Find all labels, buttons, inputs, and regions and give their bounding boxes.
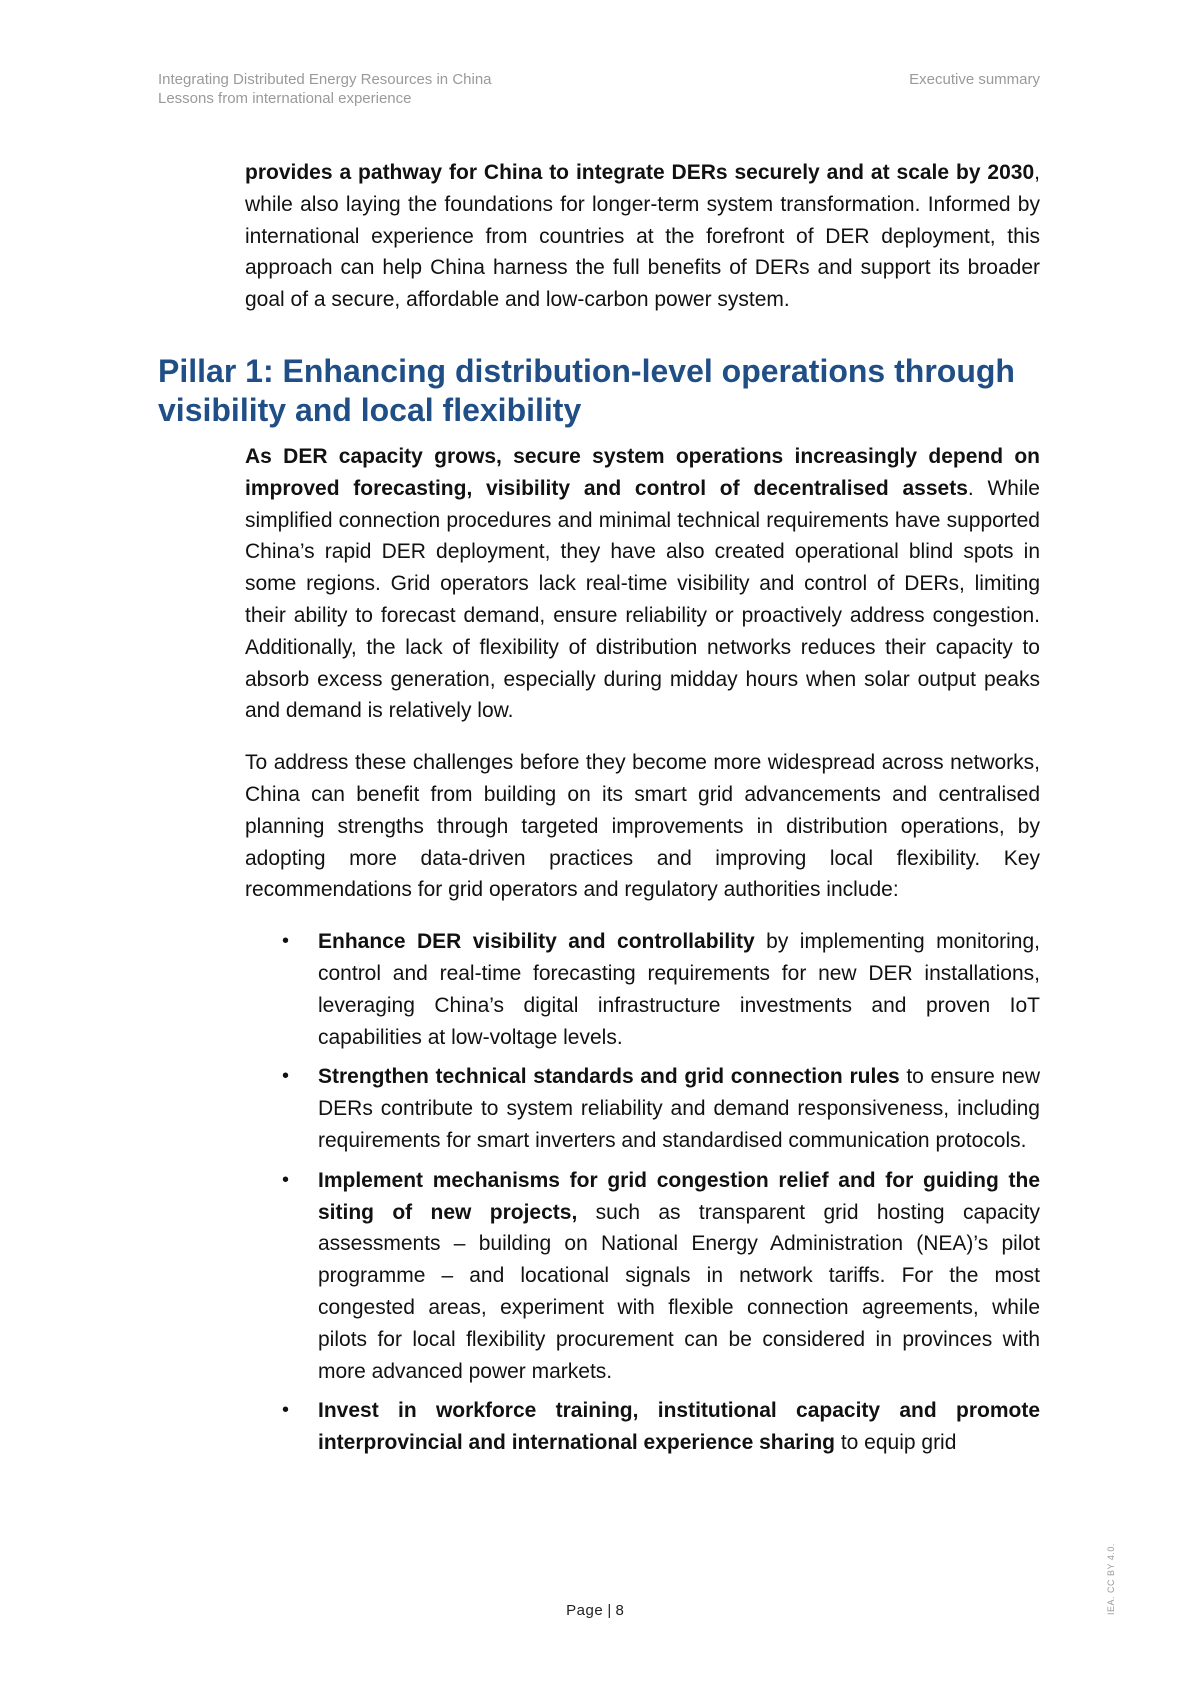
document-title-line2: Lessons from international experience (158, 90, 412, 107)
list-item (245, 1395, 1040, 1459)
recommendation-bold: Invest in workforce training, institutional capacity and promote interprovincial and international experience sharing (318, 1399, 1040, 1455)
page-separator: | (607, 1602, 612, 1619)
page-label: Page (566, 1602, 604, 1619)
recommendation-bold: Implement mechanisms for grid congestion relief and for guiding the siting of new projects, (318, 1168, 1040, 1224)
recommendation-bold: Strengthen technical standards and grid connection rules (318, 1065, 900, 1089)
pillar-paragraph-1-bold: As DER capacity grows, secure system operations increasingly depend on improved forecasting, visibility and control of decentralised assets (245, 445, 1040, 500)
page-number: 8 (615, 1602, 624, 1619)
recommendations-list (245, 926, 1040, 1459)
intro-bold-text: provides a pathway for China to integrate DERs securely and at scale by 2030 (245, 161, 1035, 184)
intro-paragraph (245, 157, 1040, 316)
license-note: IEA. CC BY 4.0. (1106, 1543, 1116, 1615)
bullet-icon: • (282, 1168, 290, 1191)
pillar-paragraph-1-text: . While simplified connection procedures and minimal technical requirements have supported China’s rapid DER deployment, they have also created operational blind spots in some regions. Grid operators lack real-time visibility and control of DERs, limiting their ability to forecast demand, ensure reliability or proactively address congestion. Additionally, the lack of flexibility of distribution networks reduces their capacity to absorb excess generation, especially during midday hours when solar output peaks and demand is relatively low. (245, 476, 1040, 723)
recommendation-text: to equip grid (834, 1431, 957, 1455)
pillar-body (245, 441, 1040, 1467)
document-title-line1: Integrating Distributed Energy Resources in China (158, 71, 492, 88)
list-item (245, 1061, 1040, 1156)
recommendation-text: such as transparent grid hosting capacity assessments – building on National Energy Administration (NEA)’s pilot programme – and locational signals in network tariffs. For the most congested areas, experiment with flexible connection agreements, while pilots for local flexibility procurement can be considered in provinces with more advanced power markets. (318, 1200, 1040, 1383)
list-item (245, 1165, 1040, 1388)
pillar-heading: Pillar 1: Enhancing distribution-level operations through visibility and local flexibility (158, 353, 1015, 428)
recommendation-bold: Enhance DER visibility and controllability (318, 930, 755, 954)
page-footer (0, 1602, 1190, 1619)
recommendation-text: to ensure new DERs contribute to system reliability and demand responsiveness, including requirements for smart inverters and standardised communication protocols. (318, 1065, 1040, 1152)
document-title (158, 70, 492, 108)
section-label: Executive summary (909, 71, 1040, 88)
bullet-icon: • (282, 1065, 290, 1088)
bullet-icon: • (282, 930, 290, 953)
recommendation-text: by implementing monitoring, control and real-time forecasting requirements for new DER installations, leveraging China’s digital infrastructure investments and proven IoT capabilities at low-voltage levels. (318, 930, 1040, 1049)
pillar-paragraph-2: To address these challenges before they become more widespread across networks, China can benefit from building on its smart grid advancements and centralised planning strengths through targeted improvements in distribution operations, by adopting more data-driven practices and improving local flexibility. Key recommendations for grid operators and regulatory authorities include: (245, 751, 1040, 902)
bullet-icon: • (282, 1399, 290, 1422)
pillar-paragraph-1 (245, 441, 1040, 727)
list-item (245, 926, 1040, 1053)
intro-text: , while also laying the foundations for longer-term system transformation. Informed by international experience from countries at the forefront of DER deployment, this approach can help China harness the full benefits of DERs and support its broader goal of a secure, affordable and low-carbon power system. (245, 161, 1040, 312)
intro-block (245, 157, 1040, 316)
